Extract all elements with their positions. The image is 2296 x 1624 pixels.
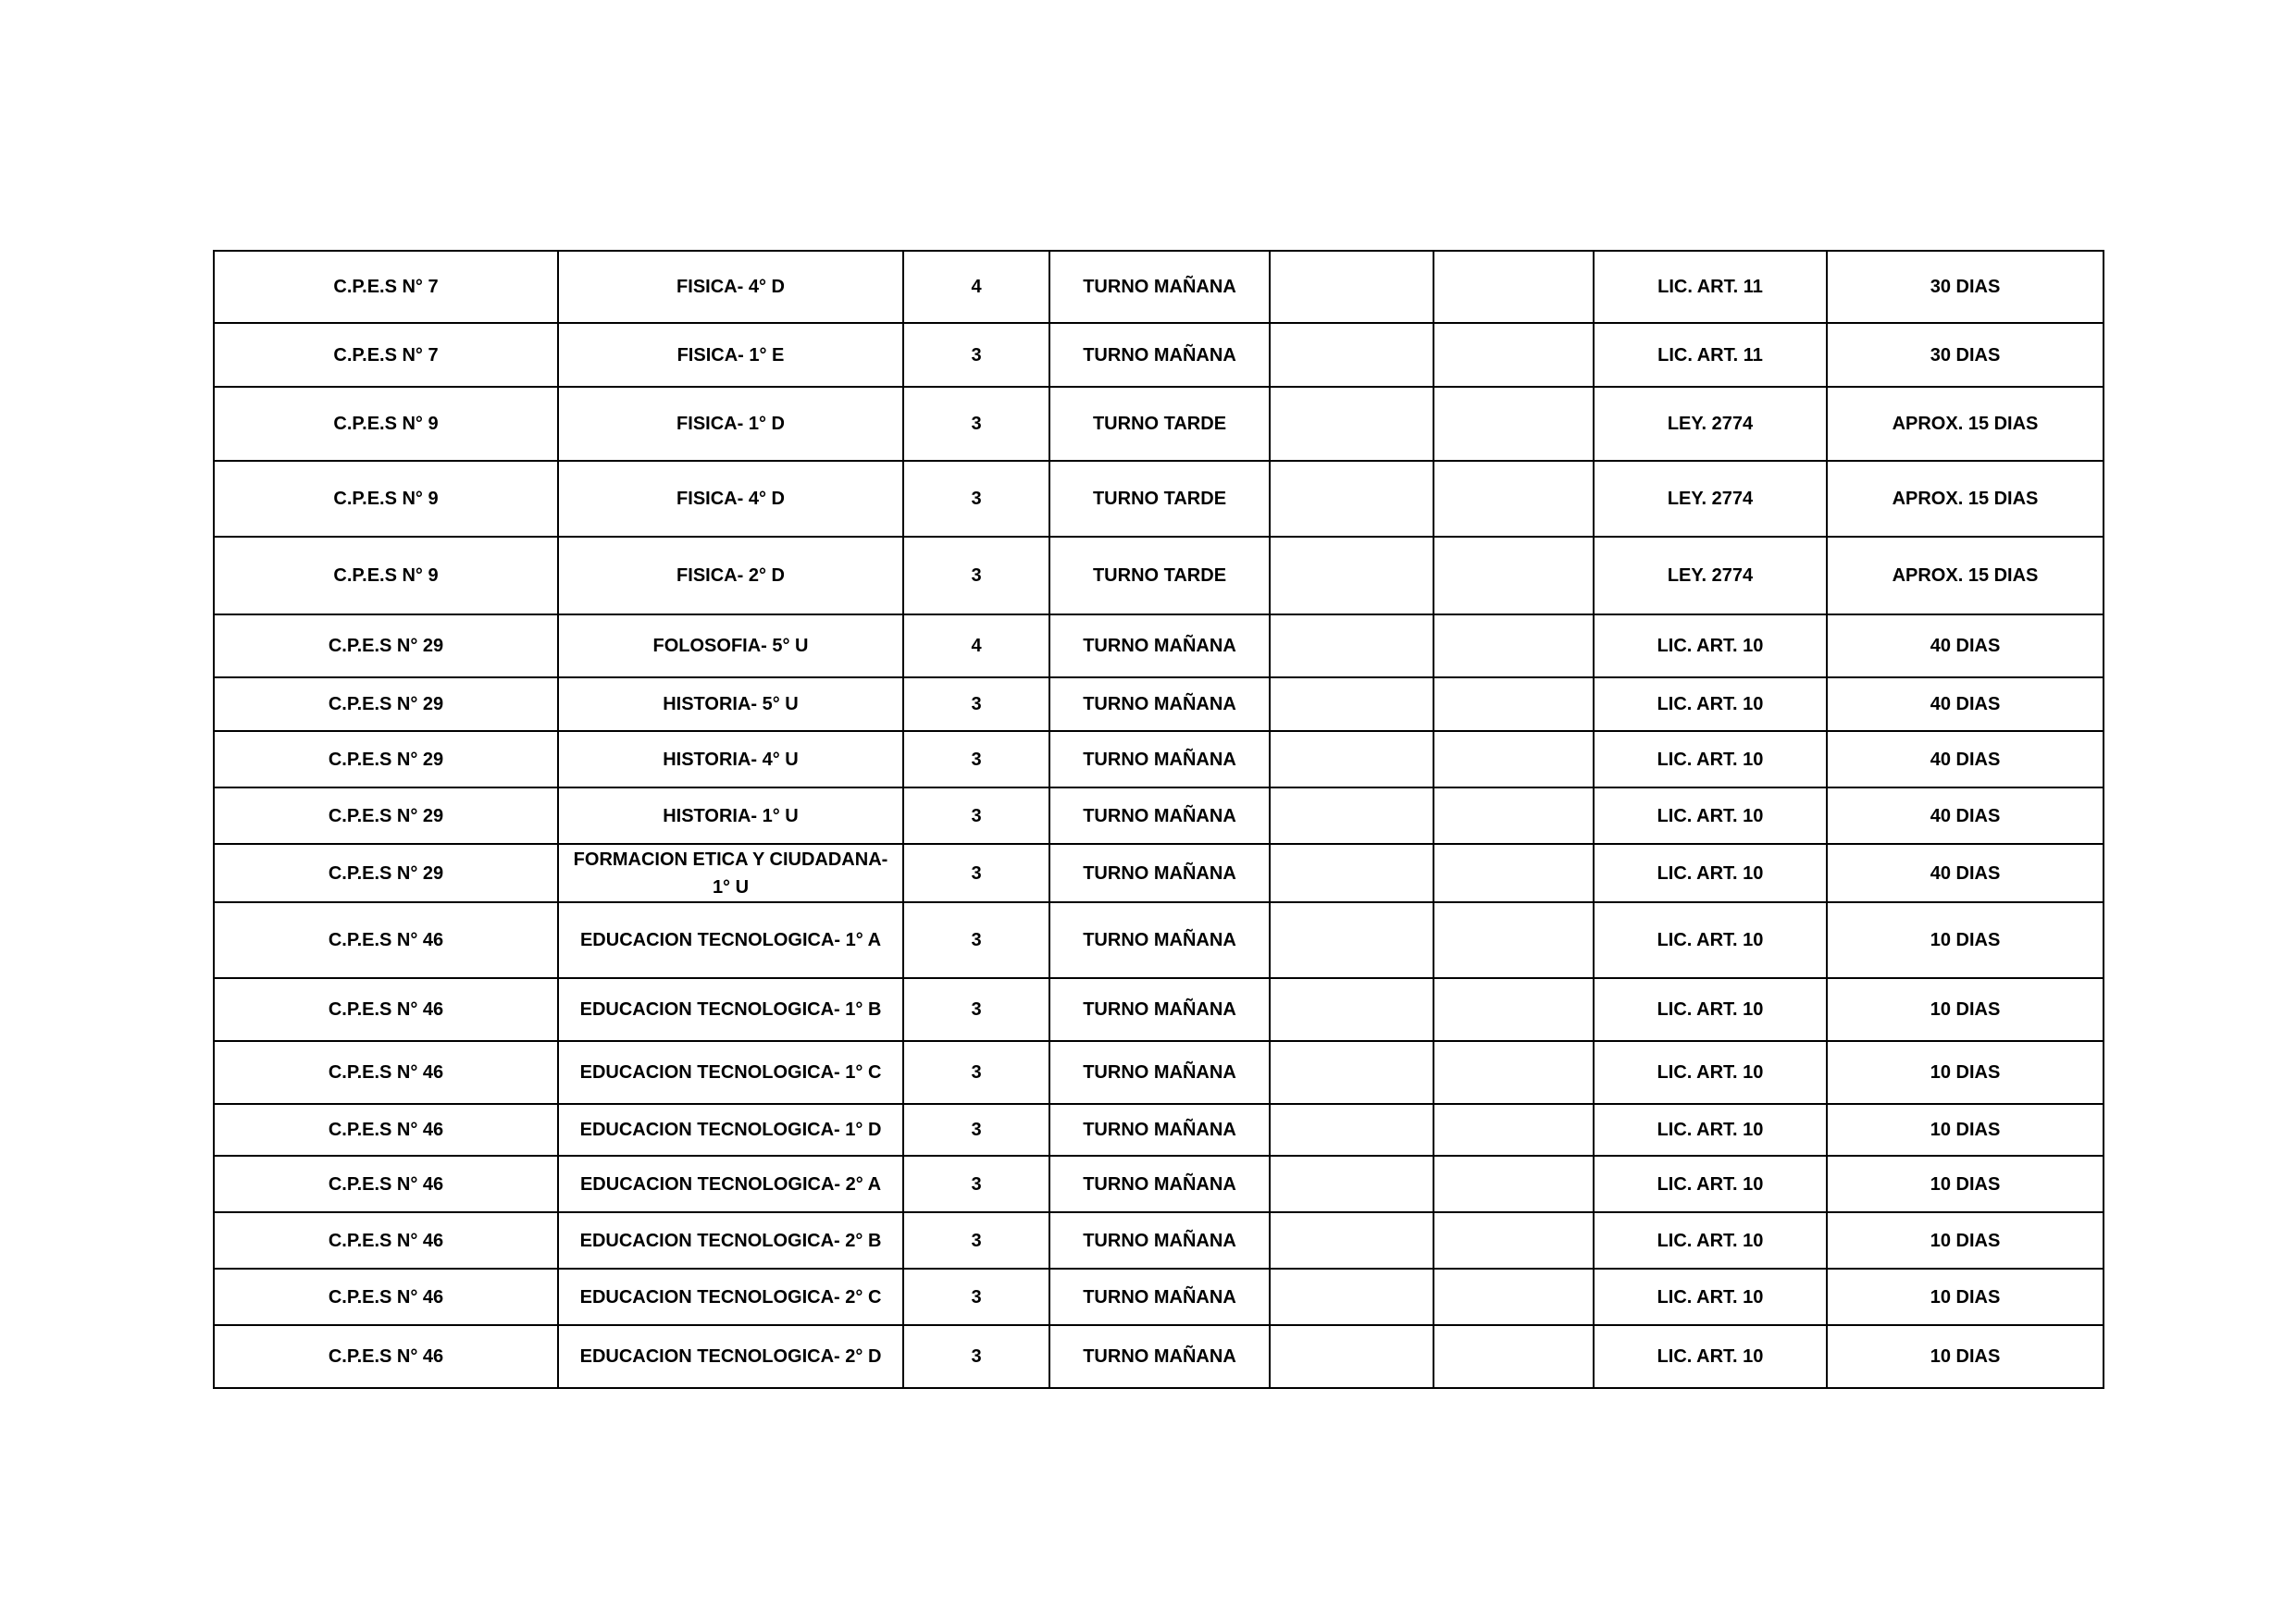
blank-cell xyxy=(1270,323,1433,387)
school-cell: C.P.E.S N° 9 xyxy=(214,387,558,461)
subject-cell: EDUCACION TECNOLOGICA- 1° C xyxy=(558,1041,903,1104)
duration-cell: 10 DIAS xyxy=(1827,1269,2104,1325)
blank-cell xyxy=(1270,902,1433,978)
blank-cell xyxy=(1433,978,1594,1041)
subject-cell: EDUCACION TECNOLOGICA- 2° D xyxy=(558,1325,903,1388)
duration-cell: 10 DIAS xyxy=(1827,1325,2104,1388)
hours-cell: 3 xyxy=(903,323,1049,387)
hours-cell: 3 xyxy=(903,677,1049,731)
shift-cell: TURNO MAÑANA xyxy=(1049,844,1270,902)
assignments-table xyxy=(213,250,2104,1389)
leave-type-cell: LEY. 2774 xyxy=(1594,387,1827,461)
table-row xyxy=(214,1269,2104,1325)
table-row xyxy=(214,902,2104,978)
blank-cell xyxy=(1270,844,1433,902)
hours-cell: 3 xyxy=(903,1104,1049,1156)
leave-type-cell: LIC. ART. 10 xyxy=(1594,677,1827,731)
hours-cell: 3 xyxy=(903,731,1049,787)
table-row xyxy=(214,461,2104,537)
blank-cell xyxy=(1270,251,1433,323)
blank-cell xyxy=(1433,251,1594,323)
blank-cell xyxy=(1433,1104,1594,1156)
shift-cell: TURNO MAÑANA xyxy=(1049,323,1270,387)
school-cell: C.P.E.S N° 9 xyxy=(214,537,558,614)
blank-cell xyxy=(1270,677,1433,731)
leave-type-cell: LEY. 2774 xyxy=(1594,461,1827,537)
shift-cell: TURNO MAÑANA xyxy=(1049,677,1270,731)
school-cell: C.P.E.S N° 29 xyxy=(214,731,558,787)
hours-cell: 3 xyxy=(903,1269,1049,1325)
subject-cell: FOLOSOFIA- 5° U xyxy=(558,614,903,677)
blank-cell xyxy=(1433,1269,1594,1325)
shift-cell: TURNO MAÑANA xyxy=(1049,1041,1270,1104)
table-row xyxy=(214,978,2104,1041)
school-cell: C.P.E.S N° 29 xyxy=(214,844,558,902)
school-cell: C.P.E.S N° 9 xyxy=(214,461,558,537)
subject-cell: FISICA- 1° E xyxy=(558,323,903,387)
leave-type-cell: LIC. ART. 10 xyxy=(1594,787,1827,844)
shift-cell: TURNO MAÑANA xyxy=(1049,978,1270,1041)
hours-cell: 3 xyxy=(903,1041,1049,1104)
school-cell: C.P.E.S N° 46 xyxy=(214,978,558,1041)
hours-cell: 3 xyxy=(903,1156,1049,1212)
table-row xyxy=(214,251,2104,323)
blank-cell xyxy=(1433,787,1594,844)
leave-type-cell: LIC. ART. 10 xyxy=(1594,978,1827,1041)
hours-cell: 3 xyxy=(903,461,1049,537)
school-cell: C.P.E.S N° 46 xyxy=(214,1041,558,1104)
subject-cell: EDUCACION TECNOLOGICA- 2° B xyxy=(558,1212,903,1269)
subject-cell: EDUCACION TECNOLOGICA- 1° B xyxy=(558,978,903,1041)
table-body xyxy=(214,251,2104,1388)
table-row xyxy=(214,677,2104,731)
leave-type-cell: LIC. ART. 10 xyxy=(1594,1156,1827,1212)
blank-cell xyxy=(1433,1325,1594,1388)
school-cell: C.P.E.S N° 29 xyxy=(214,677,558,731)
blank-cell xyxy=(1433,323,1594,387)
blank-cell xyxy=(1433,902,1594,978)
subject-cell: HISTORIA- 5° U xyxy=(558,677,903,731)
hours-cell: 3 xyxy=(903,902,1049,978)
school-cell: C.P.E.S N° 46 xyxy=(214,902,558,978)
shift-cell: TURNO MAÑANA xyxy=(1049,1269,1270,1325)
duration-cell: 10 DIAS xyxy=(1827,1156,2104,1212)
hours-cell: 3 xyxy=(903,1212,1049,1269)
blank-cell xyxy=(1270,787,1433,844)
table-row xyxy=(214,844,2104,902)
table-row xyxy=(214,1041,2104,1104)
school-cell: C.P.E.S N° 46 xyxy=(214,1269,558,1325)
leave-type-cell: LIC. ART. 10 xyxy=(1594,614,1827,677)
duration-cell: 10 DIAS xyxy=(1827,1041,2104,1104)
table-row xyxy=(214,731,2104,787)
subject-cell: FISICA- 2° D xyxy=(558,537,903,614)
blank-cell xyxy=(1433,1212,1594,1269)
shift-cell: TURNO MAÑANA xyxy=(1049,902,1270,978)
subject-cell: EDUCACION TECNOLOGICA- 2° C xyxy=(558,1269,903,1325)
blank-cell xyxy=(1270,1041,1433,1104)
shift-cell: TURNO MAÑANA xyxy=(1049,614,1270,677)
duration-cell: 10 DIAS xyxy=(1827,978,2104,1041)
subject-cell: FISICA- 1° D xyxy=(558,387,903,461)
subject-cell: FORMACION ETICA Y CIUDADANA- 1° U xyxy=(558,844,903,902)
table-row xyxy=(214,1104,2104,1156)
shift-cell: TURNO TARDE xyxy=(1049,537,1270,614)
leave-type-cell: LIC. ART. 11 xyxy=(1594,323,1827,387)
school-cell: C.P.E.S N° 46 xyxy=(214,1325,558,1388)
duration-cell: 30 DIAS xyxy=(1827,251,2104,323)
shift-cell: TURNO MAÑANA xyxy=(1049,1156,1270,1212)
school-cell: C.P.E.S N° 46 xyxy=(214,1212,558,1269)
blank-cell xyxy=(1270,731,1433,787)
blank-cell xyxy=(1433,537,1594,614)
subject-cell: HISTORIA- 1° U xyxy=(558,787,903,844)
blank-cell xyxy=(1433,1041,1594,1104)
blank-cell xyxy=(1270,614,1433,677)
shift-cell: TURNO MAÑANA xyxy=(1049,1104,1270,1156)
shift-cell: TURNO MAÑANA xyxy=(1049,1212,1270,1269)
shift-cell: TURNO MAÑANA xyxy=(1049,1325,1270,1388)
hours-cell: 3 xyxy=(903,387,1049,461)
subject-cell: FISICA- 4° D xyxy=(558,461,903,537)
duration-cell: 40 DIAS xyxy=(1827,787,2104,844)
blank-cell xyxy=(1270,1269,1433,1325)
duration-cell: 10 DIAS xyxy=(1827,1104,2104,1156)
leave-type-cell: LIC. ART. 11 xyxy=(1594,251,1827,323)
hours-cell: 3 xyxy=(903,1325,1049,1388)
table-row xyxy=(214,614,2104,677)
subject-cell: HISTORIA- 4° U xyxy=(558,731,903,787)
school-cell: C.P.E.S N° 7 xyxy=(214,323,558,387)
duration-cell: APROX. 15 DIAS xyxy=(1827,537,2104,614)
blank-cell xyxy=(1433,677,1594,731)
leave-type-cell: LIC. ART. 10 xyxy=(1594,902,1827,978)
duration-cell: 40 DIAS xyxy=(1827,731,2104,787)
hours-cell: 3 xyxy=(903,537,1049,614)
hours-cell: 3 xyxy=(903,844,1049,902)
duration-cell: 40 DIAS xyxy=(1827,614,2104,677)
duration-cell: 40 DIAS xyxy=(1827,844,2104,902)
leave-type-cell: LIC. ART. 10 xyxy=(1594,731,1827,787)
blank-cell xyxy=(1270,1212,1433,1269)
blank-cell xyxy=(1433,387,1594,461)
leave-type-cell: LIC. ART. 10 xyxy=(1594,1269,1827,1325)
school-cell: C.P.E.S N° 29 xyxy=(214,614,558,677)
duration-cell: 10 DIAS xyxy=(1827,902,2104,978)
hours-cell: 4 xyxy=(903,251,1049,323)
hours-cell: 3 xyxy=(903,787,1049,844)
subject-cell: EDUCACION TECNOLOGICA- 1° A xyxy=(558,902,903,978)
hours-cell: 4 xyxy=(903,614,1049,677)
leave-type-cell: LIC. ART. 10 xyxy=(1594,1212,1827,1269)
table-row xyxy=(214,787,2104,844)
blank-cell xyxy=(1270,1104,1433,1156)
blank-cell xyxy=(1433,731,1594,787)
blank-cell xyxy=(1270,537,1433,614)
school-cell: C.P.E.S N° 7 xyxy=(214,251,558,323)
school-cell: C.P.E.S N° 29 xyxy=(214,787,558,844)
blank-cell xyxy=(1433,1156,1594,1212)
shift-cell: TURNO MAÑANA xyxy=(1049,787,1270,844)
blank-cell xyxy=(1433,844,1594,902)
shift-cell: TURNO MAÑANA xyxy=(1049,251,1270,323)
duration-cell: 10 DIAS xyxy=(1827,1212,2104,1269)
subject-cell: FISICA- 4° D xyxy=(558,251,903,323)
duration-cell: APROX. 15 DIAS xyxy=(1827,461,2104,537)
table-row xyxy=(214,1156,2104,1212)
leave-type-cell: LIC. ART. 10 xyxy=(1594,844,1827,902)
blank-cell xyxy=(1270,461,1433,537)
blank-cell xyxy=(1433,461,1594,537)
blank-cell xyxy=(1270,387,1433,461)
blank-cell xyxy=(1270,978,1433,1041)
blank-cell xyxy=(1433,614,1594,677)
school-cell: C.P.E.S N° 46 xyxy=(214,1104,558,1156)
hours-cell: 3 xyxy=(903,978,1049,1041)
table-row xyxy=(214,323,2104,387)
shift-cell: TURNO MAÑANA xyxy=(1049,731,1270,787)
leave-type-cell: LEY. 2774 xyxy=(1594,537,1827,614)
leave-type-cell: LIC. ART. 10 xyxy=(1594,1041,1827,1104)
leave-type-cell: LIC. ART. 10 xyxy=(1594,1104,1827,1156)
duration-cell: 30 DIAS xyxy=(1827,323,2104,387)
leave-type-cell: LIC. ART. 10 xyxy=(1594,1325,1827,1388)
shift-cell: TURNO TARDE xyxy=(1049,387,1270,461)
table-row xyxy=(214,1212,2104,1269)
school-cell: C.P.E.S N° 46 xyxy=(214,1156,558,1212)
subject-cell: EDUCACION TECNOLOGICA- 2° A xyxy=(558,1156,903,1212)
duration-cell: 40 DIAS xyxy=(1827,677,2104,731)
shift-cell: TURNO TARDE xyxy=(1049,461,1270,537)
subject-cell: EDUCACION TECNOLOGICA- 1° D xyxy=(558,1104,903,1156)
table-row xyxy=(214,387,2104,461)
table-row xyxy=(214,1325,2104,1388)
blank-cell xyxy=(1270,1325,1433,1388)
table-row xyxy=(214,537,2104,614)
blank-cell xyxy=(1270,1156,1433,1212)
duration-cell: APROX. 15 DIAS xyxy=(1827,387,2104,461)
